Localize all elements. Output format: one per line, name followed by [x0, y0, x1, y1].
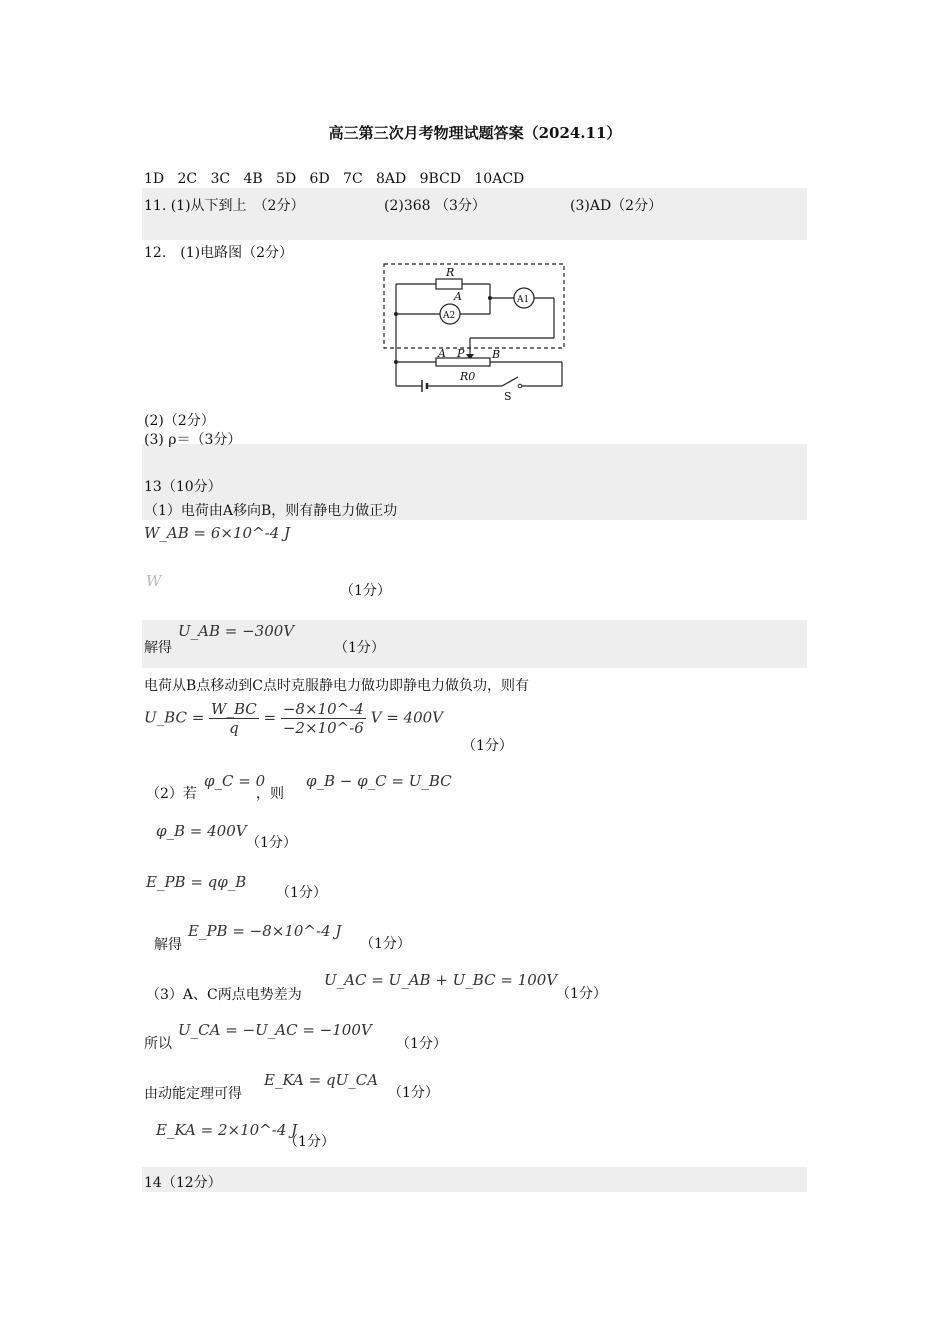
frac-num-w-bc: W_BC	[211, 700, 257, 718]
eq-e-pb-val: E_PB = −8×10^-4 J	[188, 922, 342, 940]
frac-den-q: q	[229, 719, 239, 737]
eq-u-ca: U_CA = −U_AC = −100V	[178, 1021, 372, 1039]
label-b: B	[492, 348, 501, 361]
label-s: S	[504, 390, 512, 400]
q13-part2-mid: ，则	[256, 786, 284, 802]
eq-u-ac: U_AC = U_AB + U_BC = 100V	[324, 971, 558, 989]
page-title: 高三第三次月考物理试题答案（2024.11）	[328, 124, 622, 142]
label-r: R	[446, 266, 455, 279]
eq-e-ka-rel: E_KA = qU_CA	[264, 1071, 379, 1089]
label-a1: A1	[517, 295, 530, 305]
eq-phi-b: φ_B = 400V	[156, 822, 247, 840]
q11-part2: (2)368 （3分）	[384, 198, 486, 214]
eq-u-bc-lhs: U_BC =	[144, 708, 205, 727]
frac-num-value: −8×10^-4	[282, 700, 364, 718]
mc-1: 1D	[144, 171, 165, 187]
score-6: （1分）	[360, 936, 411, 952]
mc-8: 8AD	[376, 171, 407, 187]
eq-phi-rel: φ_B − φ_C = U_BC	[306, 772, 452, 790]
frac-den-value: −2×10^-6	[282, 719, 364, 737]
frac-w-over-q	[209, 700, 259, 737]
resistor-r	[436, 279, 462, 289]
mc-10: 10ACD	[474, 171, 525, 187]
q12-part2: (2)（2分）	[144, 413, 215, 429]
score-7: （1分）	[556, 986, 607, 1002]
q13-part2-prefix: （2）若	[146, 786, 197, 802]
switch-icon	[502, 377, 518, 386]
q11-part3: (3)AD（2分）	[570, 198, 663, 214]
eq-u-bc-rhs: V = 400V	[370, 708, 443, 727]
eq-e-pb: E_PB = qφ_B	[146, 873, 247, 891]
eq-phi-c: φ_C = 0	[204, 772, 266, 790]
q14-heading: 14（12分）	[144, 1175, 222, 1191]
mc-2: 2C	[177, 171, 198, 187]
score-1: （1分）	[340, 583, 391, 599]
frac-values	[281, 700, 366, 737]
jiede-1: 解得	[144, 640, 172, 656]
label-a-inner: A	[454, 290, 462, 303]
eq-u-bc: U_BC = $\frac{W\_BC}{q}$ = $\frac{-8\times 10\^{}-4}{-2\times 10\^{}-6}$ V = 400V	[144, 700, 443, 737]
label-a2: A2	[443, 311, 456, 321]
q13-bc-text: 电荷从B点移动到C点时克服静电力做功即静电力做负功，则有	[144, 678, 529, 694]
eq-w-faint: W	[146, 572, 162, 590]
mc-7: 7C	[343, 171, 363, 187]
q12-heading: 12. (1)电路图（2分）	[144, 245, 294, 261]
mc-4: 4B	[243, 171, 263, 187]
label-p: P	[457, 347, 465, 360]
score-10: （1分）	[284, 1134, 335, 1150]
q13-heading: 13（10分）	[144, 479, 222, 495]
score-3: （1分）	[462, 738, 513, 754]
q13-part3-prefix: （3）A、C两点电势差为	[146, 987, 302, 1003]
dongneng-text: 由动能定理可得	[144, 1086, 242, 1102]
score-9: （1分）	[388, 1085, 439, 1101]
label-r0: R0	[460, 370, 476, 383]
mc-5: 5D	[276, 171, 297, 187]
band-q14	[142, 1167, 807, 1192]
mc-9: 9BCD	[419, 171, 462, 187]
circuit-diagram	[380, 258, 570, 400]
mc-3: 3C	[210, 171, 231, 187]
q13-part1-text: （1）电荷由A移向B，则有静电力做正功	[144, 503, 398, 519]
eq-w-ab: W_AB = 6×10^-4 J	[144, 524, 291, 542]
label-a-left: A	[438, 347, 446, 360]
eq-e-ka-val: E_KA = 2×10^-4 J	[156, 1121, 298, 1139]
score-8: （1分）	[396, 1036, 447, 1052]
eq-u-ab: U_AB = −300V	[178, 622, 295, 640]
score-5: （1分）	[276, 885, 327, 901]
q11-part1: 11. (1)从下到上 （2分）	[144, 198, 305, 214]
dashed-box	[384, 264, 564, 348]
mc-6: 6D	[309, 171, 330, 187]
q12-part3: (3) ρ＝（3分）	[144, 432, 242, 448]
score-4: （1分）	[246, 835, 297, 851]
score-2: （1分）	[334, 640, 385, 656]
suoyi: 所以	[144, 1036, 172, 1052]
jiede-2: 解得	[154, 937, 182, 953]
mc-answers	[144, 171, 524, 187]
